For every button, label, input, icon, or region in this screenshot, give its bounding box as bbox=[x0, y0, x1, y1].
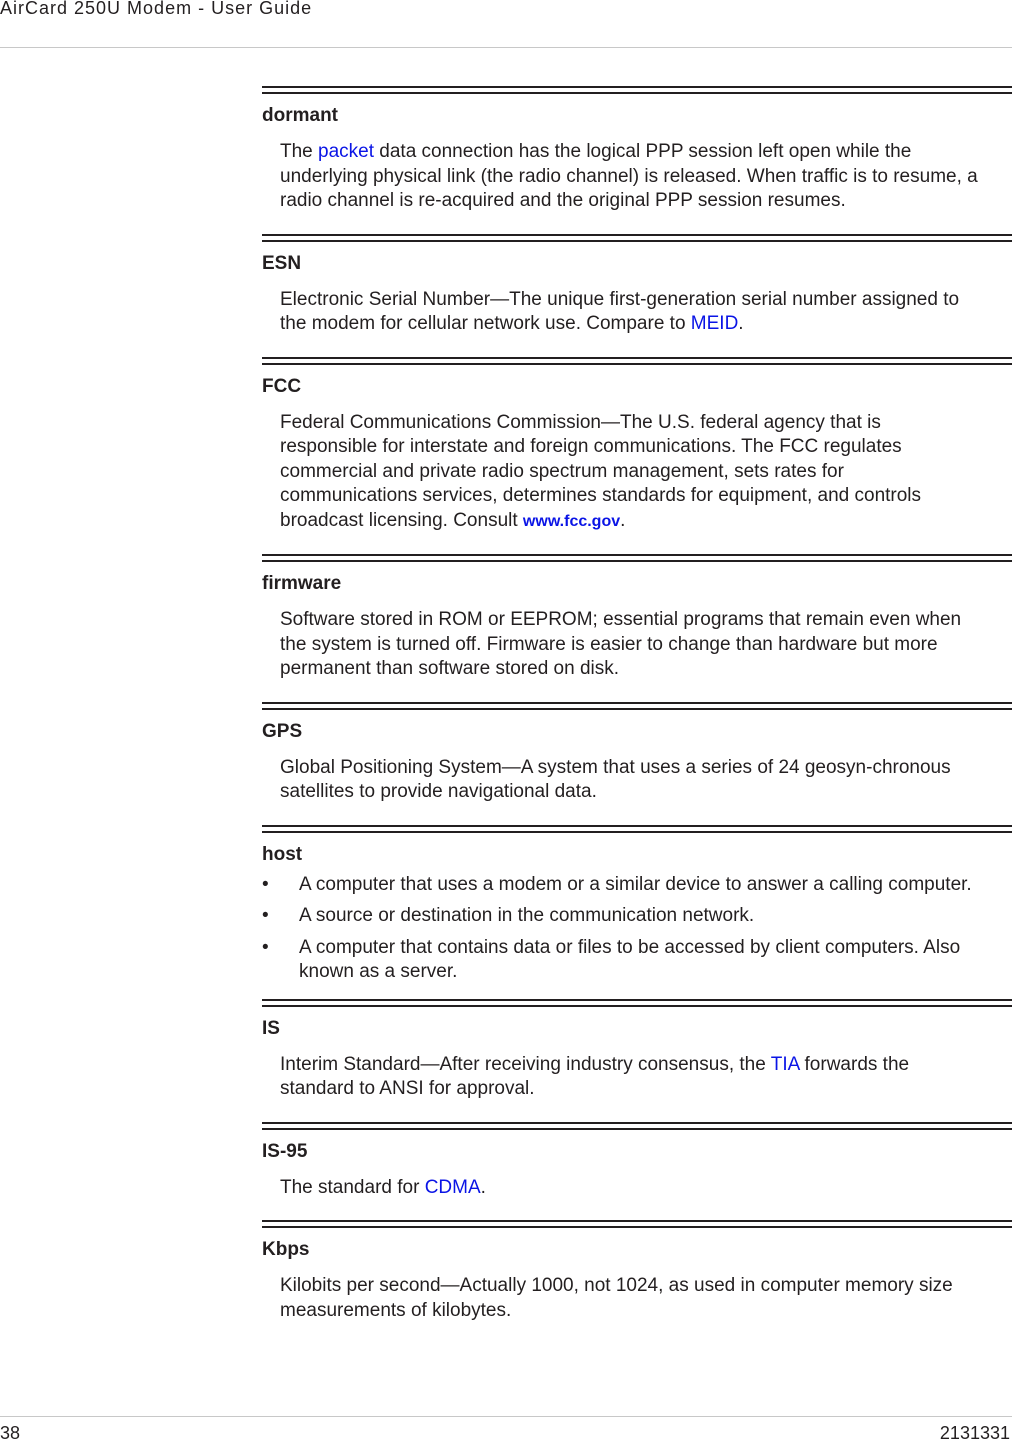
definition-text: Interim Standard—After receiving industry consensus, the bbox=[280, 1053, 771, 1075]
tia-link[interactable]: TIA bbox=[770, 1053, 800, 1075]
glossary-term: IS-95 bbox=[262, 1140, 308, 1162]
definition-text: Electronic Serial Number—The unique first-generation serial number assigned to the modem for cellular network use. Compare to bbox=[280, 288, 960, 334]
glossary-definition bbox=[280, 288, 980, 337]
bullet-marker: • bbox=[262, 936, 269, 958]
glossary-entry-is-95 bbox=[262, 1122, 1012, 1201]
running-footer bbox=[0, 1416, 1012, 1443]
definition-bullet-list bbox=[262, 873, 1012, 985]
glossary-entry-dormant bbox=[262, 86, 1012, 214]
packet-link[interactable]: packet bbox=[318, 141, 375, 162]
entry-rule bbox=[262, 999, 1012, 1007]
glossary-term: FCC bbox=[262, 375, 302, 397]
glossary-definition bbox=[280, 140, 980, 214]
glossary-entry-host bbox=[262, 825, 1012, 985]
definition-text: . bbox=[480, 1176, 486, 1198]
entry-rule bbox=[262, 1220, 1012, 1228]
definition-text: . bbox=[738, 313, 744, 334]
glossary-definition: Software stored in ROM or EEPROM; essential programs that remain even when the system is turned off. Firmware is easier to change than hardware but more permanent than software stored on disk. bbox=[280, 609, 962, 679]
list-item bbox=[262, 904, 999, 929]
document-title: AirCard 250U Modem - User Guide bbox=[0, 0, 313, 18]
glossary-entry-gps bbox=[262, 702, 1012, 805]
glossary-term: GPS bbox=[262, 720, 303, 742]
definition-text: . bbox=[620, 509, 626, 531]
glossary-term: firmware bbox=[262, 573, 342, 594]
glossary-definition: Global Positioning System—A system that uses a series of 24 geosyn-chronous satellites to provide navigational data. bbox=[280, 756, 951, 802]
entry-rule bbox=[262, 554, 1012, 562]
definition-text: data connection has the logical PPP session left open while the underlying physical link (the radio channel) is released. When traffic is to resume, a radio channel is re-acquired and the original PPP session resumes. bbox=[280, 141, 978, 211]
glossary-entry-fcc bbox=[262, 357, 1012, 535]
bullet-text: A computer that contains data or files to be accessed by client computers. Also known as a server. bbox=[299, 936, 961, 982]
entry-rule bbox=[262, 357, 1012, 365]
glossary-definition: Kilobits per second—Actually 1000, not 1024, as used in computer memory size measurements of kilobytes. bbox=[280, 1275, 953, 1321]
list-item bbox=[262, 936, 999, 985]
entry-rule bbox=[262, 86, 1012, 94]
entry-rule bbox=[262, 702, 1012, 710]
bullet-marker: • bbox=[262, 905, 269, 926]
list-item bbox=[262, 873, 999, 898]
bullet-marker: • bbox=[262, 873, 269, 895]
glossary-term: Kbps bbox=[262, 1239, 310, 1260]
glossary-term: ESN bbox=[262, 252, 302, 274]
meid-link[interactable]: MEID bbox=[690, 313, 739, 334]
glossary-definition bbox=[280, 1176, 980, 1201]
glossary-definition bbox=[280, 411, 980, 535]
glossary-entry-firmware bbox=[262, 554, 1012, 682]
page-number: 38 bbox=[0, 1423, 21, 1443]
glossary-entry-esn bbox=[262, 234, 1012, 337]
glossary-entry-kbps bbox=[262, 1220, 1012, 1323]
glossary-list bbox=[262, 86, 1012, 1323]
glossary-definition bbox=[280, 1053, 980, 1102]
bullet-text: A computer that uses a modem or a similar device to answer a calling computer. bbox=[299, 873, 972, 895]
glossary-term: dormant bbox=[262, 105, 338, 126]
definition-text: The standard for bbox=[280, 1176, 425, 1198]
entry-rule bbox=[262, 1122, 1012, 1130]
definition-text: Federal Communications Commission—The U.S. federal agency that is responsible for interstate and foreign communications. The FCC regulates commercial and private radio spectrum management, sets rates for communications services, determines standards for equipment, and controls broadcast licensing. Consult bbox=[280, 411, 922, 531]
glossary-term: host bbox=[262, 843, 303, 865]
cdma-link[interactable]: CDMA bbox=[424, 1176, 481, 1198]
entry-rule bbox=[262, 825, 1012, 833]
glossary-term: IS bbox=[262, 1017, 280, 1039]
bullet-text: A source or destination in the communication network. bbox=[299, 905, 755, 926]
fcc-website-link[interactable]: www.fcc.gov bbox=[522, 512, 621, 530]
glossary-entry-is bbox=[262, 999, 1012, 1102]
document-number: 2131331 bbox=[939, 1423, 1010, 1443]
definition-text: The bbox=[280, 141, 319, 162]
running-header bbox=[0, 0, 1012, 48]
definition-text: forwards the standard to ANSI for approval. bbox=[280, 1053, 910, 1099]
entry-rule bbox=[262, 234, 1012, 242]
